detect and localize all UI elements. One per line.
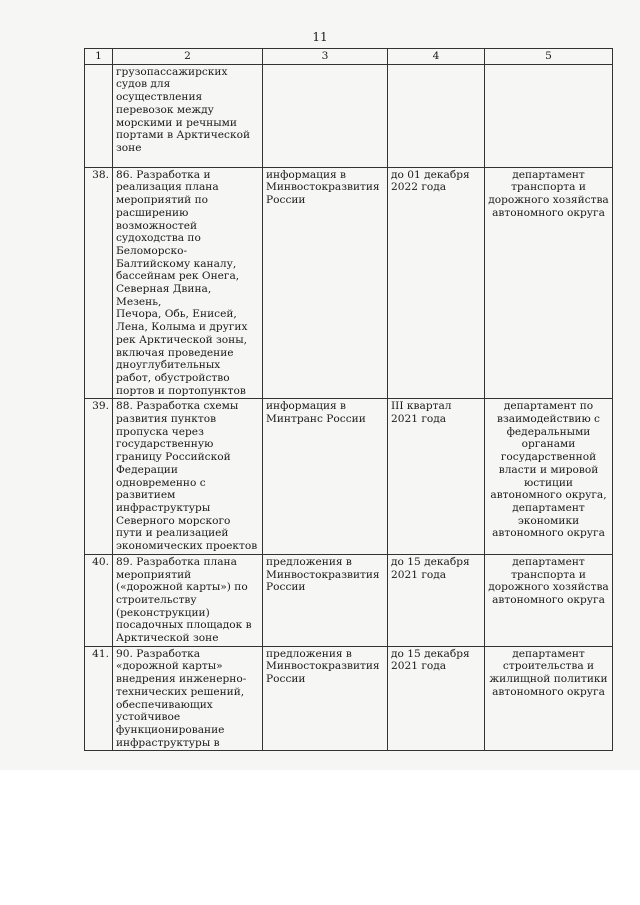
deadline-cell: [388, 64, 485, 167]
table-row: [85, 399, 613, 554]
table-row: [85, 646, 613, 751]
measures-table: [84, 48, 613, 751]
table-row: [85, 64, 613, 167]
row-number: 39.: [85, 399, 113, 554]
document-cell: информация в Минвостокразвития России: [263, 167, 388, 399]
measure-cell: 90. Разработка «дорожной карты» внедрения инженерно- технических решений, обеспечивающих устойчивое функционирование инфраструктуры в: [113, 646, 263, 751]
deadline-cell: III квартал 2021 года: [388, 399, 485, 554]
measure-cell: 89. Разработка плана мероприятий («дорожной карты») по строительству (реконструкции) посадочных площадок в Арктической зоне: [113, 554, 263, 646]
document-cell: [263, 64, 388, 167]
document-cell: предложения в Минвостокразвития России: [263, 646, 388, 751]
measure-cell: грузопассажирских судов для осуществления перевозок между морскими и речными портами в Арктической зоне: [113, 64, 263, 167]
row-number: 38.: [85, 167, 113, 399]
table-header-row: [85, 49, 613, 65]
document-cell: информация в Минтранс России: [263, 399, 388, 554]
measure-cell: 86. Разработка и реализация плана мероприятий по расширению возможностей судоходства по Беломорско- Балтийскому каналу, бассейнам рек Онега, Северная Двина, Мезень, Печора, Обь, Енисей, Лена, Колыма и других рек Арктической зоны, включая проведение дноуглубительных работ, обустройство портов и портопунктов: [113, 167, 263, 399]
document-cell: предложения в Минвостокразвития России: [263, 554, 388, 646]
measure-cell: 88. Разработка схемы развития пунктов пропуска через государственную границу Российской Федерации одновременно с развитием инфраструктуры Северного морского пути и реализацией экономических проектов: [113, 399, 263, 554]
row-number: 40.: [85, 554, 113, 646]
column-header-responsible: 5: [485, 49, 613, 65]
responsible-cell: [485, 64, 613, 167]
column-header-deadline: 4: [388, 49, 485, 65]
deadline-cell: до 15 декабря 2021 года: [388, 554, 485, 646]
row-number: [85, 64, 113, 167]
page-number: 11: [312, 30, 328, 44]
deadline-cell: до 15 декабря 2021 года: [388, 646, 485, 751]
responsible-cell: департамент транспорта и дорожного хозяйства автономного округа: [485, 167, 613, 399]
responsible-cell: департамент строительства и жилищной политики автономного округа: [485, 646, 613, 751]
column-header-document: 3: [263, 49, 388, 65]
table-row: [85, 167, 613, 399]
row-number: 41.: [85, 646, 113, 751]
responsible-cell: департамент по взаимодействию с федеральными органами государственной власти и мировой юстиции автономного округа, департамент экономики автономного округа: [485, 399, 613, 554]
column-header-number: 1: [85, 49, 113, 65]
deadline-cell: до 01 декабря 2022 года: [388, 167, 485, 399]
column-header-measure: 2: [113, 49, 263, 65]
responsible-cell: департамент транспорта и дорожного хозяйства автономного округа: [485, 554, 613, 646]
table-row: [85, 554, 613, 646]
